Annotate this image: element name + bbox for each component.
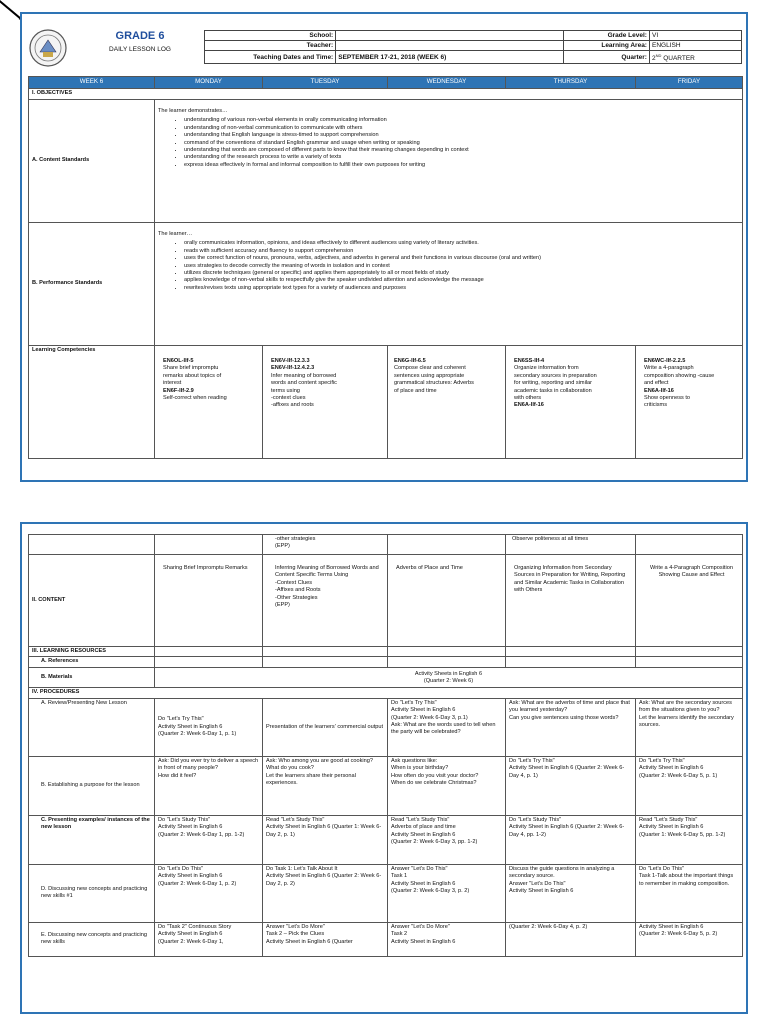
competency-tuesday: EN6V-IIf-12.3.3 EN6V-IIf-12.4.2.3 Infer meaning of borrowed words and content specific terms using -context clues -affixes and roots [263,346,388,459]
competency-friday: EN6WC-IIf-2.2.5 Write a 4-paragraph composition showing -cause and effect EN6A-IIf-16 Show openness to criticisms [636,346,743,459]
school-label: School: [205,31,336,41]
info-table [204,30,742,64]
list-item: • uses the correct function of nouns, pronouns, verbs, adjectives, and adverbs in general and their functions in various discourse (oral and written) [184,255,584,262]
list-item: • command of the conventions of standard English grammar and usage when writing or speaking [184,140,484,147]
dates-label: Teaching Dates and Time: [205,51,336,64]
list-item: • rewrites/revises texts using appropriate text types for a variety of audiences and purposes [184,285,739,292]
list-item: • applies knowledge of non-verbal skills to respectfully give the speaker undivided attention and acknowledge the message [184,277,584,284]
references-label: A. References [29,657,155,668]
week-label: WEEK 6 [29,77,155,89]
list-item: • orally communicates information, opinions, and ideas effectively to different audiences using variety of literary activities. [184,240,584,247]
continued-row [29,535,743,555]
table-row: B. Establishing a purpose for the lesson Ask: Did you ever try to deliver a speech in front of many people? How did it feel? Ask: Who among you are good at cooking? What do you cook? Let the learners share their personal experiences. Ask questions like: When is your birthday? How often do you visit your doctor? When do we celebrate Christmas? Do "Let's Try This" Activity Sheet in English 6 (Quarter 2: Week 6-Day 4, p. 1) Do "Let's Try This" Activity Sheet in English 6 (Quarter 2: Week 6-Day 5, p. 1) [29,756,743,815]
list-item: • understanding of the research process to write a variety of texts [184,154,739,161]
day-monday: MONDAY [155,77,263,89]
list-item: • reads with sufficient accuracy and fluency to support comprehension [184,248,739,255]
document-page-1 [20,12,748,482]
week-row [29,77,743,89]
table-row: A. Review/Presenting New Lesson Do "Let's Try This" Activity Sheet in English 6 (Quarter 2: Week 6-Day 1, p. 1) Presentation of the learners' commercial output Do "Let's Try This" Activity Sheet in English 6 (Quarter 2: Week 6-Day 3, p.1) Ask: What are the words used to tell when the party will be celebrated? Ask: What are the adverbs of time and place that you learned yesterday? Can you give sentences using those words? Ask: What are the secondary sources from the situations given to you? Let the learners identify the secondary sources. [29,698,743,756]
content-thursday: Organizing Information from Secondary Sources in Preparation for Writing, Reporting and Similar Academic Tasks in Collaboration with Others [506,555,636,647]
procedure-label: E. Discussing new concepts and practicing new skills [29,922,155,956]
performance-standards-label: B. Performance Standards [29,223,155,346]
performance-standards-cell [155,223,743,346]
header [28,28,742,70]
table-row: E. Discussing new concepts and practicing new skills Do "Task 2" Continuous Story Activity Sheet in English 6 (Quarter 2: Week 6-Day 1, Answer "Let's Do More" Task 2 – Pick the Clues Activity Sheet in English 6 (Quarter Answer "Let's Do More" Task 2 Activity Sheet in English 6 (Quarter 2: Week 6-Day 4, p. 2) Activity Sheet in English 6 (Quarter 2: Week 6-Day 5, p. 2) [29,922,743,956]
content-standards-cell [155,100,743,223]
competencies-label: Learning Competencies [29,346,155,459]
school-value [336,31,564,41]
log-title: DAILY LESSON LOG [109,46,171,53]
list-item: • understanding that English language is stress-timed to support comprehension [184,132,739,139]
quarter-value: 2ND QUARTER [649,51,741,64]
procedure-label: C. Presenting examples/ instances of the new lesson [29,815,155,864]
table-row: C. Presenting examples/ instances of the new lesson Do "Let's Study This" Activity Sheet in English 6 (Quarter 2: Week 6-Day 1, pp. 1-2) Read "Let's Study This" Activity Sheet in English 6 (Quarter 1: Week 6-Day 2, p. 1) Read "Let's Study This" Adverbs of place and time Activity Sheet in English 6 (Quarter 2: Week 6-Day 3, pp. 1-2) Do "Let's Study This" Activity Sheet in English 6 (Quarter 2: Week 6-Day 4, pp. 1-2) Read "Let's Study This" Activity Sheet in English 6 (Quarter 1: Week 6-Day 5, pp. 1-2) [29,815,743,864]
area-label: Learning Area: [563,41,649,51]
list-item: • understanding of various non-verbal elements in orally communicating information [184,117,739,124]
teacher-value [336,41,564,51]
list-item: • express ideas effectively in formal and informal composition to fulfill their own purposes for writing [184,162,514,169]
list-item: • utilizes discrete techniques (general or specific) and applies them appropriately to all or most fields of study [184,270,739,277]
content-intro: The learner demonstrates… [158,108,228,114]
quarter-label: Quarter: [563,51,649,64]
list-item: • understanding that words are composed of different parts to know that their meaning changes depending in context [184,147,484,154]
objectives-title: I. OBJECTIVES [29,89,743,100]
area-value: ENGLISH [649,41,741,51]
procedures-table [28,534,743,957]
content-friday: Write a 4-Paragraph Composition Showing Cause and Effect [636,555,743,647]
resources-label: III. LEARNING RESOURCES [29,647,155,657]
day-thursday: THURSDAY [506,77,636,89]
procedure-label: D. Discussing new concepts and practicing new skills #1 [29,864,155,922]
content-label: II. CONTENT [29,555,155,647]
content-standards-list [158,117,739,169]
procedures-label: IV. PROCEDURES [29,688,743,698]
procedure-label: A. Review/Presenting New Lesson [29,698,155,756]
competency-monday: EN6OL-IIf-5 Share brief impromptu remarks about topics of interest EN6F-IIf-2.9 Self-correct when reading [155,346,263,459]
day-friday: FRIDAY [636,77,743,89]
continued-tuesday: -other strategies (EPP) [263,535,388,555]
grade-title: GRADE 6 [115,30,165,42]
materials-value: Activity Sheets in English 6 (Quarter 2: Week 6) [155,668,743,688]
content-standards-label: A. Content Standards [29,100,155,223]
continued-thursday: Observe politeness at all times [506,535,636,555]
competency-wednesday: EN6G-IIf-6.5 Compose clear and coherent sentences using appropriate grammatical structures: Adverbs of place and time [388,346,506,459]
day-tuesday: TUESDAY [263,77,388,89]
deped-seal-icon [28,28,68,68]
performance-standards-list [158,240,739,292]
dates-value: SEPTEMBER 17-21, 2018 (WEEK 6) [336,51,564,64]
competency-thursday: EN6SS-IIf-4 Organize information from secondary sources in preparation for writing, reporting and similar academic tasks in collaboration with others EN6A-IIf-16 [506,346,636,459]
document-page-2 [20,522,748,1014]
procedure-label: B. Establishing a purpose for the lesson [29,756,155,815]
content-tuesday: Inferring Meaning of Borrowed Words and Content Specific Terms Using -Context Clues -Affixes and Roots -Other Strategies (EPP) [263,555,388,647]
content-wednesday: Adverbs of Place and Time [388,555,506,647]
table-row: D. Discussing new concepts and practicing new skills #1 Do "Let's Do This" Activity Sheet in English 6 (Quarter 2: Week 6-Day 1, p. 2) Do Task 1: Let's Talk About It Activity Sheet in English 6 (Quarter 2: Week 6-Day 2, p. 2) Answer "Let's Do This" Task 1 Activity Sheet in English 6 (Quarter 2: Week 6-Day 3, p. 2) Discuss the guide questions in analyzing a secondary source. Answer "Let's Do This" Activity Sheet in English 6 Do "Let's Do This" Task 1-Talk about the important things to remember in making composition. [29,864,743,922]
list-item: • understanding of non-verbal communication to communicate with others [184,125,739,132]
list-item: • uses strategies to decode correctly the meaning of words in isolation and in context [184,263,739,270]
objectives-table [28,76,743,459]
content-row [29,555,743,647]
grade-level-label: Grade Level: [563,31,649,41]
day-wednesday: WEDNESDAY [388,77,506,89]
teacher-label: Teacher: [205,41,336,51]
grade-level-value: VI [649,31,741,41]
perf-intro: The learner… [158,231,193,237]
content-monday: Sharing Brief Impromptu Remarks [155,555,263,647]
materials-label: B. Materials [29,668,155,688]
